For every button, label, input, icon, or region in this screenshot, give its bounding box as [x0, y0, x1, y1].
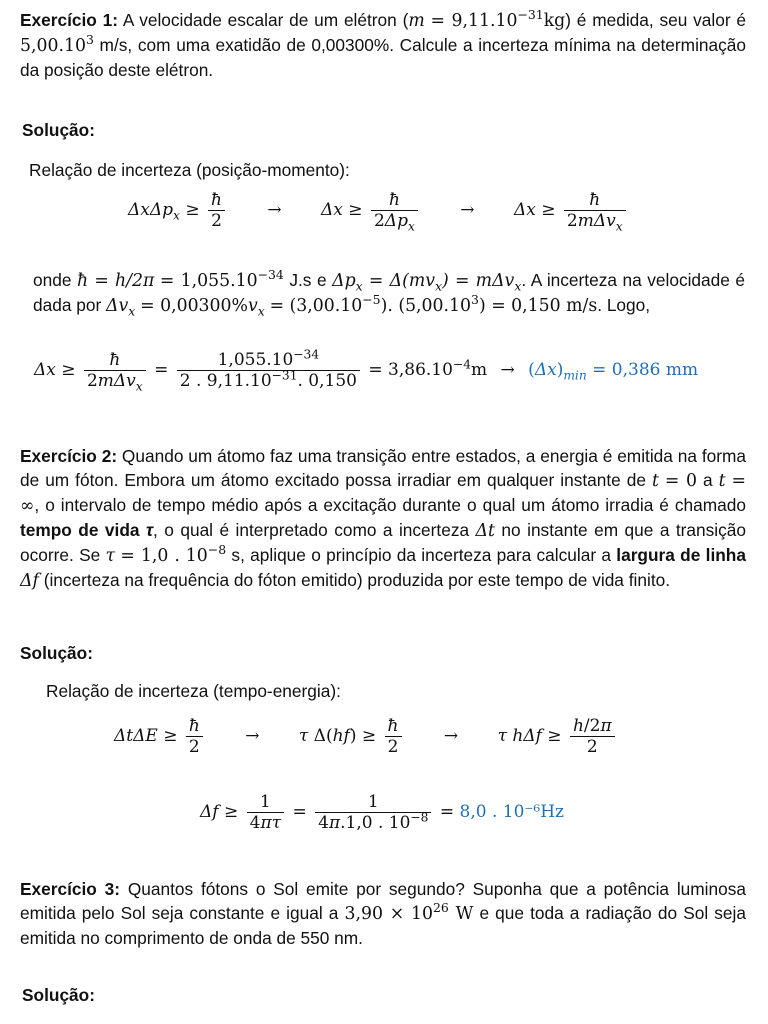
exercise-3-statement: Exercício 3: Quantos fótons o Sol emite por segundo? Suponha que a potência luminosa emitida pelo Sol seja constante e igual a $3,90 \times 10^{26}$ W e que toda a radiação do Sol seja emitida no comprimento de onda de 550 nm. — [20, 879, 746, 948]
exercise-2-equation-row: ΔtΔE ≥ $\frac{ħ}{2}$ → τ Δ(hf) ≥ $\frac{ħ}{2}$ → τ hΔf ≥ $\frac{h/2\pi}{2}$ — [114, 716, 618, 757]
exercise-2-solution-label: Solução: — [20, 643, 93, 663]
exercise-3-title: Exercício 3: — [20, 879, 121, 899]
exercise-2-relation-label: Relação de incerteza (tempo-energia): — [46, 681, 341, 701]
exercise-1-statement: Exercício 1: A velocidade escalar de um elétron $(m = 9,11.10^{-31}kg)$ é medida, seu valor é 5,00.10$^3$ m/s, com uma exatidão de 0,00300%. Calcule a incerteza mínima na determinação da posição deste elétron. — [20, 7, 746, 80]
exercise-1-equation-row: ΔxΔp$_x$ ≥ $\frac{ħ}{2}$ → Δx ≥ $\frac{ħ}{2\Delta p_x}$ → Δx ≥ $\frac{ħ}{2m\Delta v_x}$ — [128, 190, 629, 231]
exercise-1-calculation: Δx ≥ $\frac{ħ}{2m\Delta v_x}$ = $\frac{1,055.10^{-34}}{2 . 9,11.10^{-31}. 0,150}$ = $3,86.10^{-4}m \to (\Delta x)_{min} = 0,386$ mm — [34, 347, 699, 394]
exercise-2-calculation: Δf ≥ $\frac{1}{4\pi\tau}$ = $\frac{1}{4\pi.1,0 . 10^{-8}}$ = 8,0 . 10⁻⁶Hz — [200, 792, 564, 833]
exercise-1-result: $(\Delta x)_{min} = 0,386$ mm — [528, 360, 699, 383]
exercise-2-result: 8,0 . 10⁻⁶Hz — [459, 802, 564, 822]
exercise-1-title: Exercício 1: — [20, 10, 119, 30]
exercise-2-statement: Exercício 2: Quando um átomo faz uma transição entre estados, a energia é emitida na forma de um fóton. Embora um átomo excitado possa irradiar em qualquer instante de t = 0 a t = ∞, o intervalo de tempo médio após a excitação durante o qual um átomo irradia é chamado tempo de vida τ, o qual é interpretado como a incerteza Δt no instante em que a transição ocorre. Se τ = 1,0 . $10^{-8}$ s, aplique o princípio da incerteza para calcular a largura de linha Δf (incerteza na frequência do fóton emitido) produzida por este tempo de vida finito. — [20, 446, 746, 591]
exercise-1-relation-label: Relação de incerteza (posição-momento): — [29, 160, 350, 180]
exercise-2-title: Exercício 2: — [20, 446, 118, 466]
exercise-1-explanation: onde ħ = $h/2\pi = 1,055.10^{-34}$ J.s e $\Delta p_x = \Delta(mv_x) = m\Delta v_x$. A incerteza na velocidade é dada por $\Delta v_x = 0,00300\%v_x = (3,00.10^{-5})$. $(5,00.10^3) = 0,150$ m/s. Logo, — [33, 267, 746, 319]
exercise-3-solution-label: Solução: — [22, 985, 95, 1005]
exercise-1-solution-label: Solução: — [22, 120, 95, 140]
